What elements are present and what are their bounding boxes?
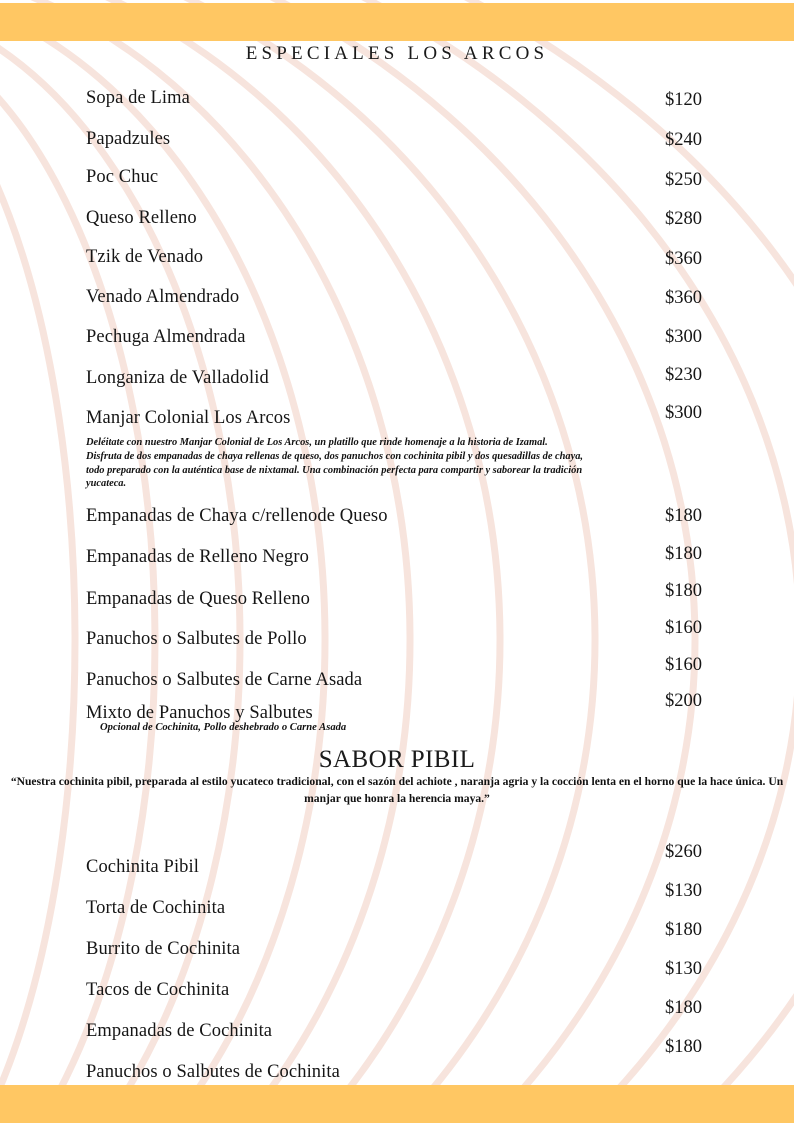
bottom-accent-band	[0, 1085, 794, 1123]
menu-item-name: Queso Relleno	[86, 208, 197, 228]
menu-item-price: $120	[665, 90, 702, 110]
menu-item-price: $360	[665, 288, 702, 308]
menu-item-price: $180	[665, 1037, 702, 1057]
menu-item-name: Venado Almendrado	[86, 287, 240, 307]
menu-item-price: $160	[665, 655, 702, 675]
mixto-option-note: Opcional de Cochinita, Pollo deshebrado o Carne Asada	[100, 722, 347, 733]
section-title-sabor-pibil: SABOR PIBIL	[318, 746, 476, 773]
menu-item-price: $200	[665, 691, 702, 711]
menu-item-price: $180	[665, 544, 702, 564]
menu-item-price: $240	[665, 130, 702, 150]
menu-item-price: $360	[665, 249, 702, 269]
menu-item-name: Panuchos o Salbutes de Carne Asada	[86, 670, 363, 690]
menu-item-name: Sopa de Lima	[86, 88, 190, 108]
menu-item-name: Panuchos o Salbutes de Cochinita	[86, 1062, 340, 1082]
menu-item-name: Burrito de Cochinita	[86, 939, 241, 959]
menu-item-name: Cochinita Pibil	[86, 857, 200, 877]
menu-item-price: $130	[665, 959, 702, 979]
menu-item-name: Empanadas de Queso Relleno	[86, 589, 311, 609]
menu-item-name: Poc Chuc	[86, 167, 159, 187]
menu-item-price: $300	[665, 327, 702, 347]
sabor-pibil-quote: “Nuestra cochinita pibil, preparada al estilo yucateco tradicional, con el sazón del achiote , naranja agria y la cocción lenta en el horno que la hace única. Un manjar que honra la herencia maya.”	[10, 775, 784, 805]
menu-item-name: Tzik de Venado	[86, 247, 204, 267]
menu-item-name: Torta de Cochinita	[86, 898, 226, 918]
menu-item-name: Pechuga Almendrada	[86, 327, 246, 347]
menu-item-name: Longaniza de Valladolid	[86, 368, 269, 388]
menu-item-price: $250	[665, 170, 702, 190]
menu-item-price: $230	[665, 365, 702, 385]
menu-item-price: $280	[665, 209, 702, 229]
manjar-colonial-description: Deléitate con nuestro Manjar Colonial de Los Arcos, un platillo que rinde homenaje a la historia de Izamal. Disfruta de dos empanadas de chaya rellenas de queso, dos panuchos con cochinita pibil y dos quesadillas de chaya, todo preparado con la auténtica base de nixtamal. Una combinación perfecta para compartir y saborear la tradición yucateca.	[86, 437, 584, 490]
menu-item-name: Empanadas de Chaya c/rellenode Queso	[86, 506, 388, 526]
menu-item-price: $180	[665, 920, 702, 940]
menu-item-price: $180	[665, 506, 702, 526]
menu-item-price: $160	[665, 618, 702, 638]
menu-item-price: $300	[665, 403, 702, 423]
menu-item-name: Mixto de Panuchos y Salbutes	[86, 703, 313, 723]
menu-item-name: Empanadas de Relleno Negro	[86, 547, 309, 567]
menu-item-price: $180	[665, 581, 702, 601]
menu-item-name: Manjar Colonial Los Arcos	[86, 408, 291, 428]
menu-item-price: $260	[665, 842, 702, 862]
menu-item-price: $130	[665, 881, 702, 901]
menu-item-name: Papadzules	[86, 129, 171, 149]
section-title-especiales: ESPECIALES LOS ARCOS	[245, 43, 549, 64]
menu-item-name: Empanadas de Cochinita	[86, 1021, 273, 1041]
menu-item-price: $180	[665, 998, 702, 1018]
top-accent-band	[0, 3, 794, 41]
menu-item-name: Tacos de Cochinita	[86, 980, 230, 1000]
menu-item-name: Panuchos o Salbutes de Pollo	[86, 629, 307, 649]
